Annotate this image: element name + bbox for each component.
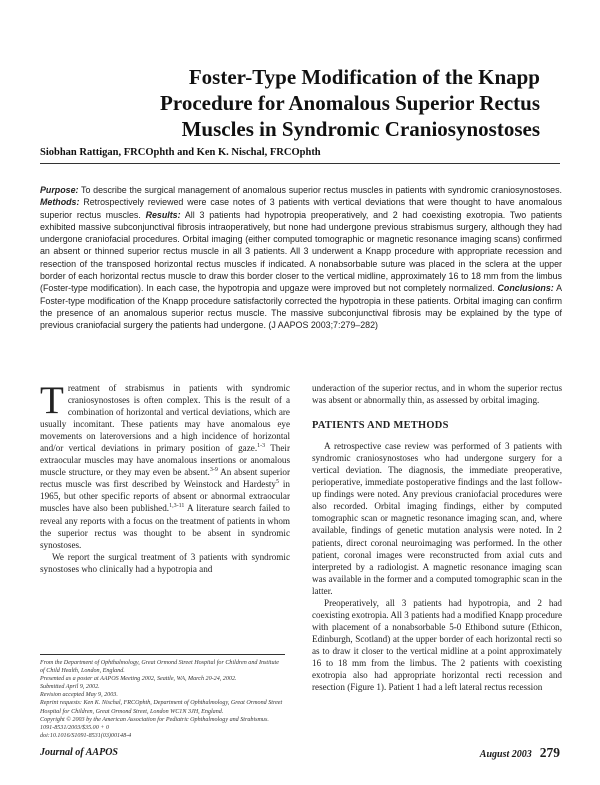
intro-text: Their extraocular muscles may have anomalous insertions or anomalous muscle structure, or they may even be absent. [40,443,290,478]
methods-label: Methods: [40,197,80,208]
footnote: 1091-8531/2003/$35.00 + 0 [40,724,109,731]
title-line: Foster-Type Modification of the Knapp [188,65,540,89]
purpose-label: Purpose: [40,185,79,195]
footnote: doi:10.1016/S1091-8531(03)00148-4 [40,732,132,739]
header-rule [40,163,560,164]
abstract [40,184,562,332]
footnote: Presented as a poster at AAPOS Meeting 2002, Seattle, WA, March 20-24, 2002. [40,676,237,683]
results-text: All 3 patients had hypotropia preoperatively, and 2 had coexisting exotropia. Two patients exhibited massive subconjunctival fibrosis intraoperatively, but none had undergone previous strabismus surgery, although they had undergone craniofacial procedures. Orbital imaging (either computed tomographic or magnetic resonance imaging scans) confirmed an absent or thinned superior rectus muscle in all 3 patients. All 3 underwent a Knapp procedure with appropriate recession and resection of the transposed horizontal rectus muscles if indicated. A nonabsorbable suture was placed in the sclera at the upper border of each horizontal rectus muscle to draw this border closer to the vertical midline, approximately 16 to 18 mm from the limbus (Foster-type modification). In each case, the hypotropia and upgaze were improved but not completely normalized. [40,209,562,294]
right-column [312,382,562,693]
article-title [60,64,540,142]
footnote: Revision accepted May 9, 2003. [40,692,118,699]
section-heading: PATIENTS AND METHODS [312,420,449,432]
citation-ref: 1,3-11 [169,503,185,510]
intro-paragraph-2: We report the surgical treatment of 3 patients with syndromic synostoses who clinically had a hypotropia and [40,551,290,574]
footnote: Copyright © 2003 by the American Association for Pediatric Ophthalmology and Strabismus. [40,716,269,723]
conclusions-label: Conclusions: [497,283,554,294]
intro-text: reatment of strabismus in patients with syndromic craniosynostoses is often complex. This is the result of a combination of horizontal and vertical deviations, which are usually incomitant. These patients may have anomalous eye movements on lateroversions and a high incidence of horizontal and/or vertical deviations in primary position of gaze. [40,383,290,454]
citation-ref: 3-9 [209,467,218,474]
left-column [40,379,290,575]
intro-text: in 1965, but other specific reports of absent or abnormal extraocular muscles have also been published. [40,479,290,514]
purpose-text: To describe the surgical management of anomalous superior rectus muscles in patients with syndromic craniosynostoses. [78,185,562,195]
intro-text: An absent superior rectus muscle was first described by Weinstock and Hardesty [40,467,290,490]
journal-name: Journal of AAPOS [40,747,118,758]
footnotes [40,659,285,740]
drop-cap: T [40,379,64,422]
body-paragraph: underaction of the superior rectus, and in whom the superior rectus was absent or abnormally thin, as assessed by orbital imaging. [312,383,562,406]
intro-text: A literature search failed to reveal any reports with a focus on the treatment of patients in whom the superior rectus was thought to be absent in syndromic synostoses. [40,503,290,550]
title-line: Procedure for Anomalous Superior Rectus [160,91,540,115]
conclusions-text: A Foster-type modification of the Knapp procedure satisfactorily corrected the hypotropia in these patients. Orbital imaging can confirm the presence of an anomalous superior rectus muscle. The massive subconjunctival fibrosis may be explained by the type of previous craniofacial surgery the patients had undergone. [40,283,562,331]
title-line: Muscles in Syndromic Craniosynostoses [181,117,540,141]
citation: (J AAPOS 2003;7:279–282) [265,320,378,331]
methods-paragraph: A retrospective case review was performed of 3 patients with syndromic craniosynostoses who had undergone surgery for a vertical deviation. The diagnosis, the immediate preoperative, perioperative, immediate postoperative findings and the last follow-up findings were noted. Any previous craniofacial procedures were also recorded. Orbital imaging findings, either by computed tomographic scan or magnetic resonance imaging scan, and, where available, findings of genetic mutation analysis were noted. In 2 patients, direct coronal neuroimaging was performed. In the other patient, coronal images were reconstructed from axial cuts and interpreted by a radiologist. A magnetic resonance imaging scan was available in the former and a computed tomographic scan in the latter. [312,441,562,596]
footnote-rule [40,654,285,655]
methods-text: Retrospectively reviewed were case notes of 3 patients with vertical deviations that were thought to have anomalous superior rectus muscles. [40,197,562,220]
citation-ref: 5 [276,479,279,486]
page-number: 279 [539,745,560,760]
intro-paragraph [40,379,290,551]
authors: Siobhan Rattigan, FRCOphth and Ken K. Nischal, FRCOphth [40,147,321,158]
footnote: Reprint requests: Ken K. Nischal, FRCOphth, Department of Ophthalmology, Great Ormond Street Hospital for Children, Great Ormond Street, London WC1N 3JH, England. [40,700,283,715]
methods-paragraph-2: Preoperatively, all 3 patients had hypotropia, and 2 had coexisting exotropia. All 3 patients had a modified Knapp procedure with placement of a nonabsorbable 5-0 Ethibond suture (Ethicon, Edinburgh, Scotland) at the upper border of each horizontal recti so as to draw it closer to the vertical midline at a point approximately 16 to 18 mm from the limbus. The 2 patients with coexisting exotropia also had appropriate horizontal recti recession and resection (Figure 1). Patient 1 had a left lateral rectus recession [312,597,562,693]
footnote: Submitted April 9, 2002. [40,684,100,691]
citation-ref: 1-3 [257,443,266,450]
results-label: Results: [145,209,181,220]
issue-date: August 2003 [479,749,532,760]
footer-right [480,745,560,761]
footnote: From the Department of Ophthalmology, Great Ormond Street Hospital for Children and Institute of Child Health, London, England. [40,660,279,675]
